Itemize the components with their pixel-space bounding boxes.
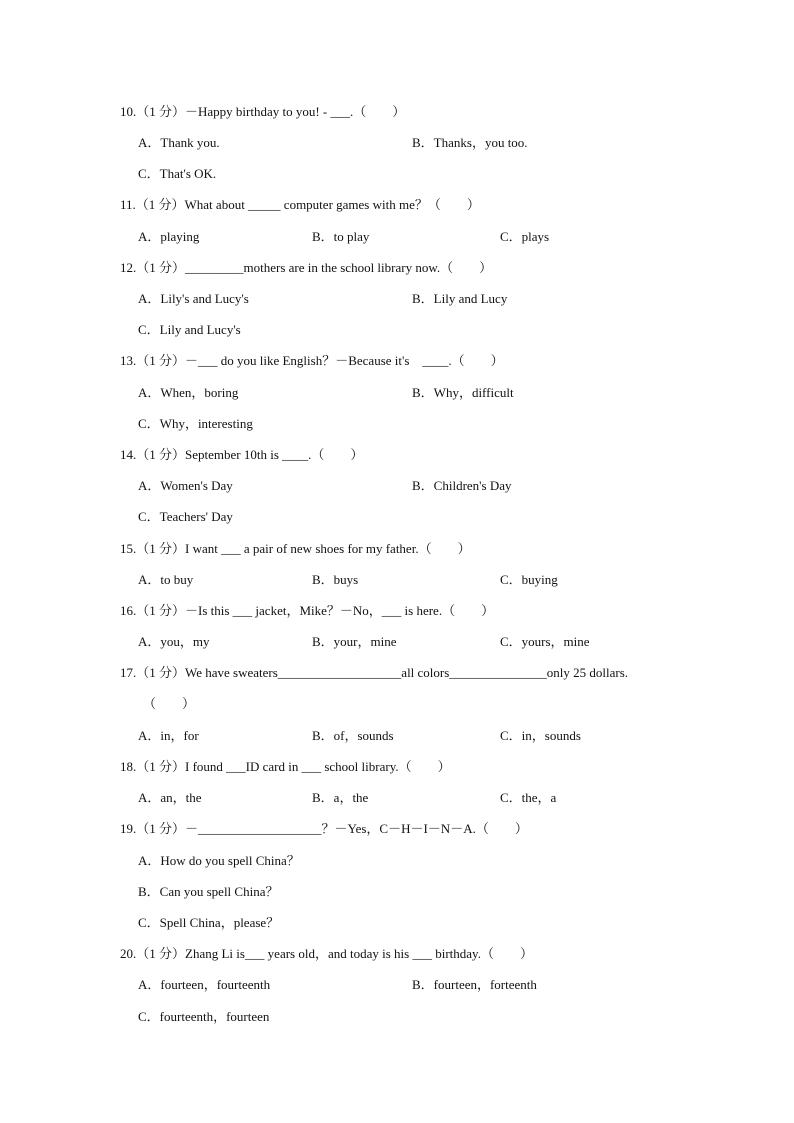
option-20-c: C．fourteenth，fourteen xyxy=(138,1009,270,1024)
option-11-b: B．to play xyxy=(312,229,370,244)
option-14-b: B．Children's Day xyxy=(412,478,512,493)
question-17-continuation: （ ） xyxy=(143,696,196,711)
option-13-a: A．When，boring xyxy=(138,385,239,400)
option-11-a: A．playing xyxy=(138,229,200,244)
option-19-a: A．How do you spell China？ xyxy=(138,853,300,868)
question-20: 20.（1 分）Zhang Li is___ years old，and today is his ___ birthday.（ ） xyxy=(120,946,533,961)
question-15: 15.（1 分）I want ___ a pair of new shoes for my father.（ ） xyxy=(120,541,471,556)
question-17: 17.（1 分）We have sweaters___________________all colors_______________only 25 dollars. xyxy=(120,665,629,680)
option-15-a: A．to buy xyxy=(138,572,194,587)
question-18: 18.（1 分）I found ___ID card in ___ school library.（ ） xyxy=(120,759,451,774)
option-16-a: A．you，my xyxy=(138,634,210,649)
option-12-b: B．Lily and Lucy xyxy=(412,291,508,306)
option-14-a: A．Women's Day xyxy=(138,478,233,493)
question-14: 14.（1 分）September 10th is ____.（ ） xyxy=(120,447,364,462)
option-14-c: C．Teachers' Day xyxy=(138,509,233,524)
question-12: 12.（1 分）_________mothers are in the school library now.（ ） xyxy=(120,260,493,275)
option-12-c: C．Lily and Lucy's xyxy=(138,322,241,337)
option-19-c: C．Spell China，please？ xyxy=(138,915,280,930)
option-17-c: C．in，sounds xyxy=(500,728,581,743)
option-19-b: B．Can you spell China？ xyxy=(138,884,279,899)
option-15-c: C．buying xyxy=(500,572,558,587)
option-16-c: C．yours，mine xyxy=(500,634,590,649)
option-10-c: C．That's OK. xyxy=(138,166,217,181)
option-18-c: C．the，a xyxy=(500,790,557,805)
option-11-c: C．plays xyxy=(500,229,550,244)
option-13-c: C．Why，interesting xyxy=(138,416,253,431)
question-13: 13.（1 分）－___ do you like English？－Because it's ____.（ ） xyxy=(120,353,504,368)
question-19: 19.（1 分）－___________________？－Yes，C－H－I－N－A.（ ） xyxy=(120,821,528,836)
option-20-a: A．fourteen，fourteenth xyxy=(138,977,271,992)
option-16-b: B．your，mine xyxy=(312,634,397,649)
option-18-b: B．a，the xyxy=(312,790,369,805)
option-12-a: A．Lily's and Lucy's xyxy=(138,291,249,306)
question-16: 16.（1 分）－Is this ___ jacket，Mike？－No，___ is here.（ ） xyxy=(120,603,495,618)
option-17-a: A．in，for xyxy=(138,728,199,743)
option-18-a: A．an，the xyxy=(138,790,202,805)
option-13-b: B．Why，difficult xyxy=(412,385,514,400)
question-11: 11.（1 分）What about _____ computer games with me？（ ） xyxy=(120,197,480,212)
option-15-b: B．buys xyxy=(312,572,359,587)
option-10-a: A．Thank you. xyxy=(138,135,220,150)
option-10-b: B．Thanks，you too. xyxy=(412,135,528,150)
option-17-b: B．of，sounds xyxy=(312,728,394,743)
option-20-b: B．fourteen，forteenth xyxy=(412,977,537,992)
question-10: 10.（1 分）－Happy birthday to you! - ___.（ ） xyxy=(120,104,406,119)
